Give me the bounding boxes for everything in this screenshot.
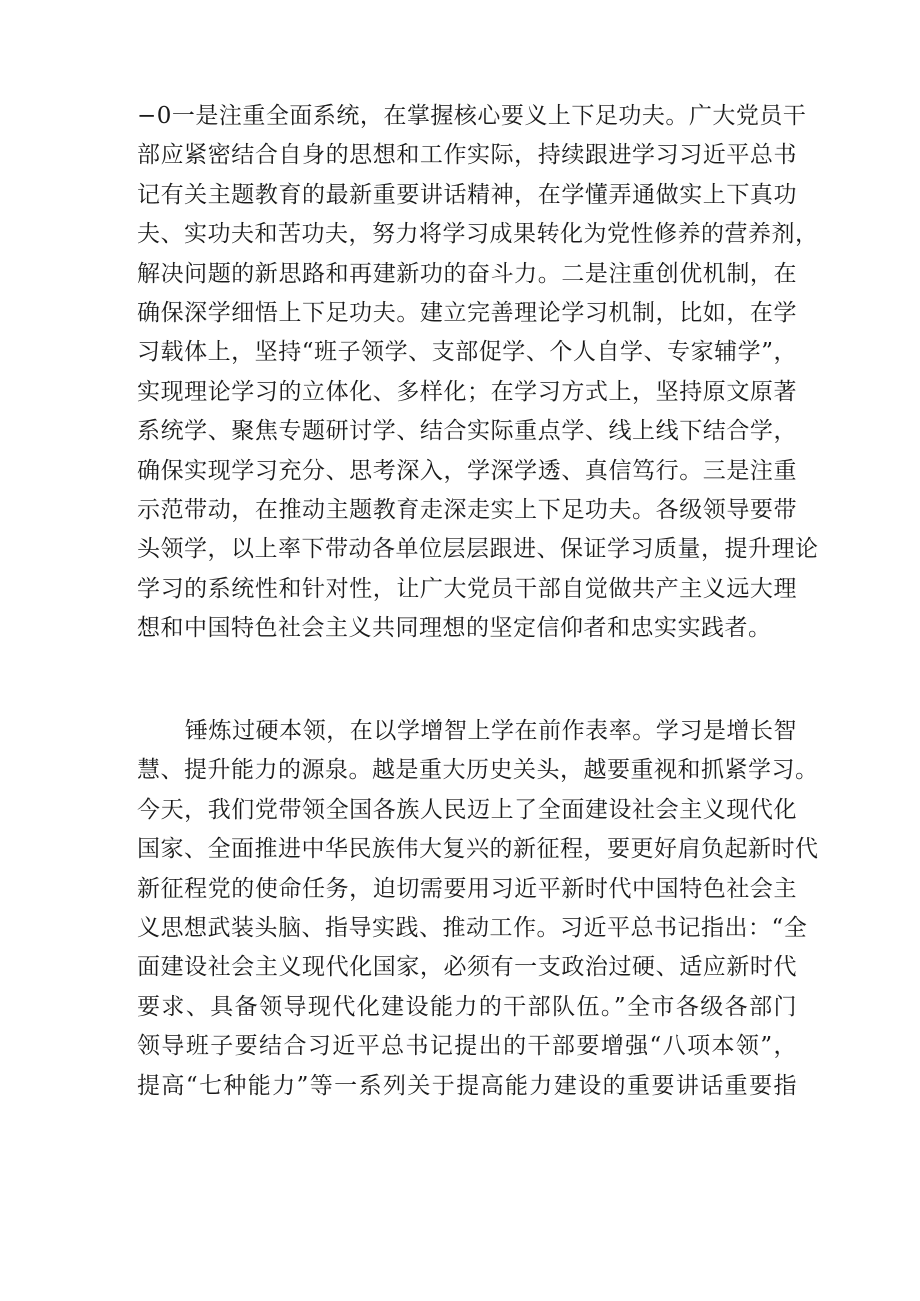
- text-line: 今天，我们党带领全国各族人民迈上了全面建设社会主义现代化: [137, 796, 797, 823]
- text-line: 记有关主题教育的最新重要讲话精神，在学懂弄通做实上下真功: [137, 181, 797, 208]
- text-line: 要求、具备领导现代化建设能力的干部队伍。”全市各级各部门: [137, 993, 797, 1020]
- text-line: 想和中国特色社会主义共同理想的坚定信仰者和忠实实践者。: [137, 615, 772, 642]
- paragraph-1: [137, 97, 819, 648]
- text-line: 领导班子要结合习近平总书记提出的干部要增强“八项本领”，: [137, 1033, 797, 1060]
- text-line: 系统学、聚焦专题研讨学、结合实际重点学、线上线下结合学，: [137, 418, 797, 445]
- text-line: −0一是注重全面系统，在掌握核心要义上下足功夫。广大党员干: [137, 103, 807, 129]
- text-line: 夫、实功夫和苦功夫，努力将学习成果转化为党性修养的营养剂，: [137, 221, 819, 248]
- text-line: 确保深学细悟上下足功夫。建立完善理论学习机制，比如，在学: [137, 299, 797, 326]
- text-line: 锤炼过硬本领，在以学增智上学在前作表率。学习是增长智: [185, 718, 797, 744]
- text-line: 国家、全面推进中华民族伟大复兴的新征程，要更好肩负起新时代: [137, 836, 819, 863]
- text-line: 面建设社会主义现代化国家，必须有一支政治过硬、适应新时代: [137, 954, 797, 981]
- text-line: 新征程党的使命任务，迫切需要用习近平新时代中国特色社会主: [137, 875, 797, 902]
- text-line: 示范带动，在推动主题教育走深走实上下足功夫。各级领导要带: [137, 496, 797, 523]
- text-line: 提高“七种能力”等一系列关于提高能力建设的重要讲话重要指: [137, 1072, 797, 1099]
- text-line: 习载体上，坚持“班子领学、支部促学、个人自学、专家辅学”，: [137, 339, 797, 366]
- text-line: 学习的系统性和针对性，让广大党员干部自觉做共产主义远大理: [137, 575, 797, 602]
- text-line: 实现理论学习的立体化、多样化；在学习方式上，坚持原文原著: [137, 378, 797, 405]
- text-line: 义思想武装头脑、指导实践、推动工作。习近平总书记指出：“全: [137, 914, 808, 941]
- text-line: 慧、提升能力的源泉。越是重大历史关头，越要重视和抓紧学习。: [137, 757, 819, 784]
- text-line: 确保实现学习充分、思考深入，学深学透、真信笃行。三是注重: [137, 457, 797, 484]
- text-line: 头领学，以上率下带动各单位层层跟进、保证学习质量，提升理论: [137, 536, 819, 563]
- text-line: 部应紧密结合自身的思想和工作实际，持续跟进学习习近平总书: [137, 142, 797, 169]
- paragraph-2: [137, 712, 819, 1106]
- text-line: 解决问题的新思路和再建新功的奋斗力。二是注重创优机制，在: [137, 260, 797, 287]
